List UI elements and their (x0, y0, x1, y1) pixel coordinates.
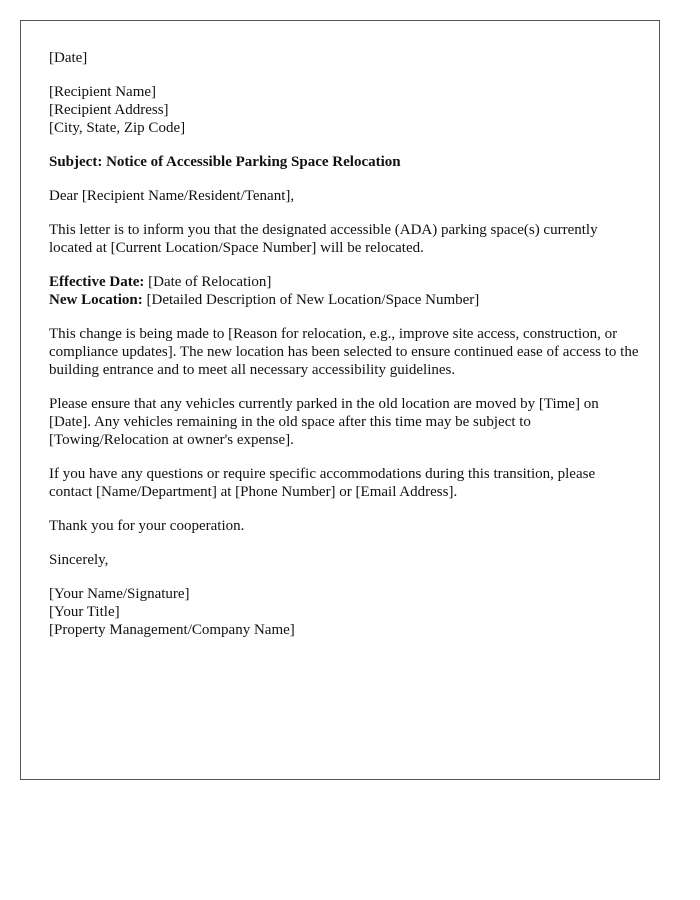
new-location-value: [Detailed Description of New Location/Space Number] (142, 292, 480, 308)
signature-title: [Your Title] (49, 604, 120, 620)
new-location-label: New Location: (49, 292, 143, 308)
letter-page (20, 20, 660, 780)
vehicles-paragraph: Please ensure that any vehicles currently parked in the old location are moved by [Time] on [Date]. Any vehicles remaining in the old space after this time may be subject to [Towing/Relocation at owner's expense]. (49, 396, 599, 448)
effective-date-value: [Date of Relocation] (144, 274, 272, 290)
signature-block (49, 585, 639, 639)
recipient-block (49, 83, 639, 137)
recipient-city-state-zip: [City, State, Zip Code] (49, 120, 186, 136)
thanks-line: Thank you for your cooperation. (49, 518, 245, 534)
intro-paragraph: This letter is to inform you that the designated accessible (ADA) parking space(s) currently located at [Current Location/Space Number] will be relocated. (49, 222, 598, 256)
closing-line: Sincerely, (49, 552, 109, 568)
signature-name: [Your Name/Signature] (49, 586, 190, 602)
letter-greeting: Dear [Recipient Name/Resident/Tenant], (49, 188, 295, 204)
questions-paragraph: If you have any questions or require specific accommodations during this transition, please contact [Name/Department] at [Phone Number] or [Email Address]. (49, 466, 596, 500)
effective-date-label: Effective Date: (49, 274, 145, 290)
reason-paragraph: This change is being made to [Reason for relocation, e.g., improve site access, construction, or compliance updates]. The new location has been selected to ensure continued ease of access to the building entrance and to meet all necessary accessibility guidelines. (49, 326, 639, 378)
recipient-name: [Recipient Name] (49, 84, 157, 100)
recipient-address: [Recipient Address] (49, 102, 169, 118)
signature-company: [Property Management/Company Name] (49, 622, 295, 638)
letter-body (49, 49, 639, 655)
letter-subject: Subject: Notice of Accessible Parking Space Relocation (49, 154, 401, 170)
letter-date: [Date] (49, 50, 88, 66)
effective-date-line (49, 273, 639, 291)
new-location-line (49, 291, 639, 309)
relocation-details (49, 273, 639, 309)
